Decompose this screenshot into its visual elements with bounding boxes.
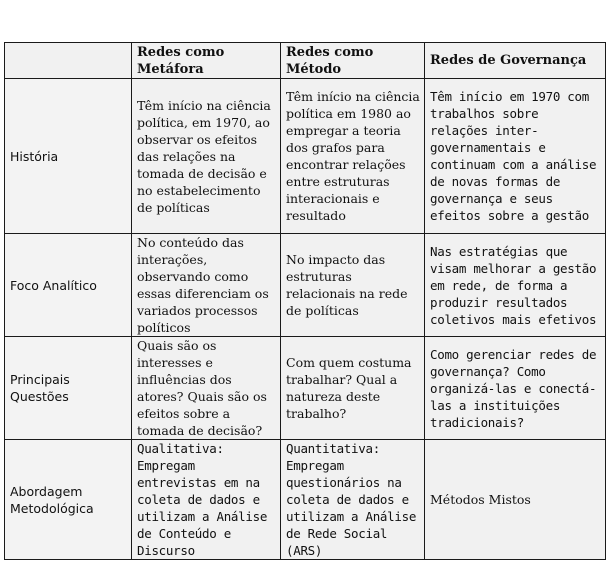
row-label-questoes: Principais Questões [5,337,132,440]
cell-historia-governanca: Têm início em 1970 com trabalhos sobre relações inter-governamentais e continuam com a análise de novas formas de governança e seus efeitos sobre a gestão [425,79,606,234]
header-row [5,43,606,79]
row-label-foco: Foco Analítico [5,234,132,337]
row-label-historia: História [5,79,132,234]
cell-abordagem-metodo: Quantitativa: Empregam questionários na coleta de dados e utilizam a Análise de Rede Social (ARS) [281,440,425,560]
cell-questoes-metafora: Quais são os interesses e influências dos atores? Quais são os efeitos sobre a tomada de decisão? [132,337,281,440]
header-metafora: Redes como Metáfora [132,43,281,79]
comparison-table [4,42,606,560]
table-row [5,234,606,337]
cell-questoes-governanca: Como gerenciar redes de governança? Como organizá-las e conectá-las a instituições tradicionais? [425,337,606,440]
cell-historia-metodo: Têm início na ciência política em 1980 ao empregar a teoria dos grafos para encontrar relações entre estruturas interacionais e resultado [281,79,425,234]
cell-foco-metafora: No conteúdo das interações, observando como essas diferenciam os variados processos políticos [132,234,281,337]
table-row [5,337,606,440]
row-label-abordagem: Abordagem Metodológica [5,440,132,560]
table-row [5,440,606,560]
cell-historia-metafora: Têm início na ciência política, em 1970, ao observar os efeitos das relações na tomada de decisão e no estabelecimento de políticas [132,79,281,234]
header-metodo: Redes como Método [281,43,425,79]
cell-abordagem-governanca: Métodos Mistos [425,440,606,560]
cell-foco-governanca: Nas estratégias que visam melhorar a gestão em rede, de forma a produzir resultados coletivos mais efetivos [425,234,606,337]
header-corner [5,43,132,79]
cell-questoes-metodo: Com quem costuma trabalhar? Qual a natureza deste trabalho? [281,337,425,440]
cell-foco-metodo: No impacto das estruturas relacionais na rede de políticas [281,234,425,337]
cell-abordagem-metafora: Qualitativa: Empregam entrevistas em na coleta de dados e utilizam a Análise de Conteúdo e Discurso [132,440,281,560]
header-governanca: Redes de Governança [425,43,606,79]
table-row [5,79,606,234]
